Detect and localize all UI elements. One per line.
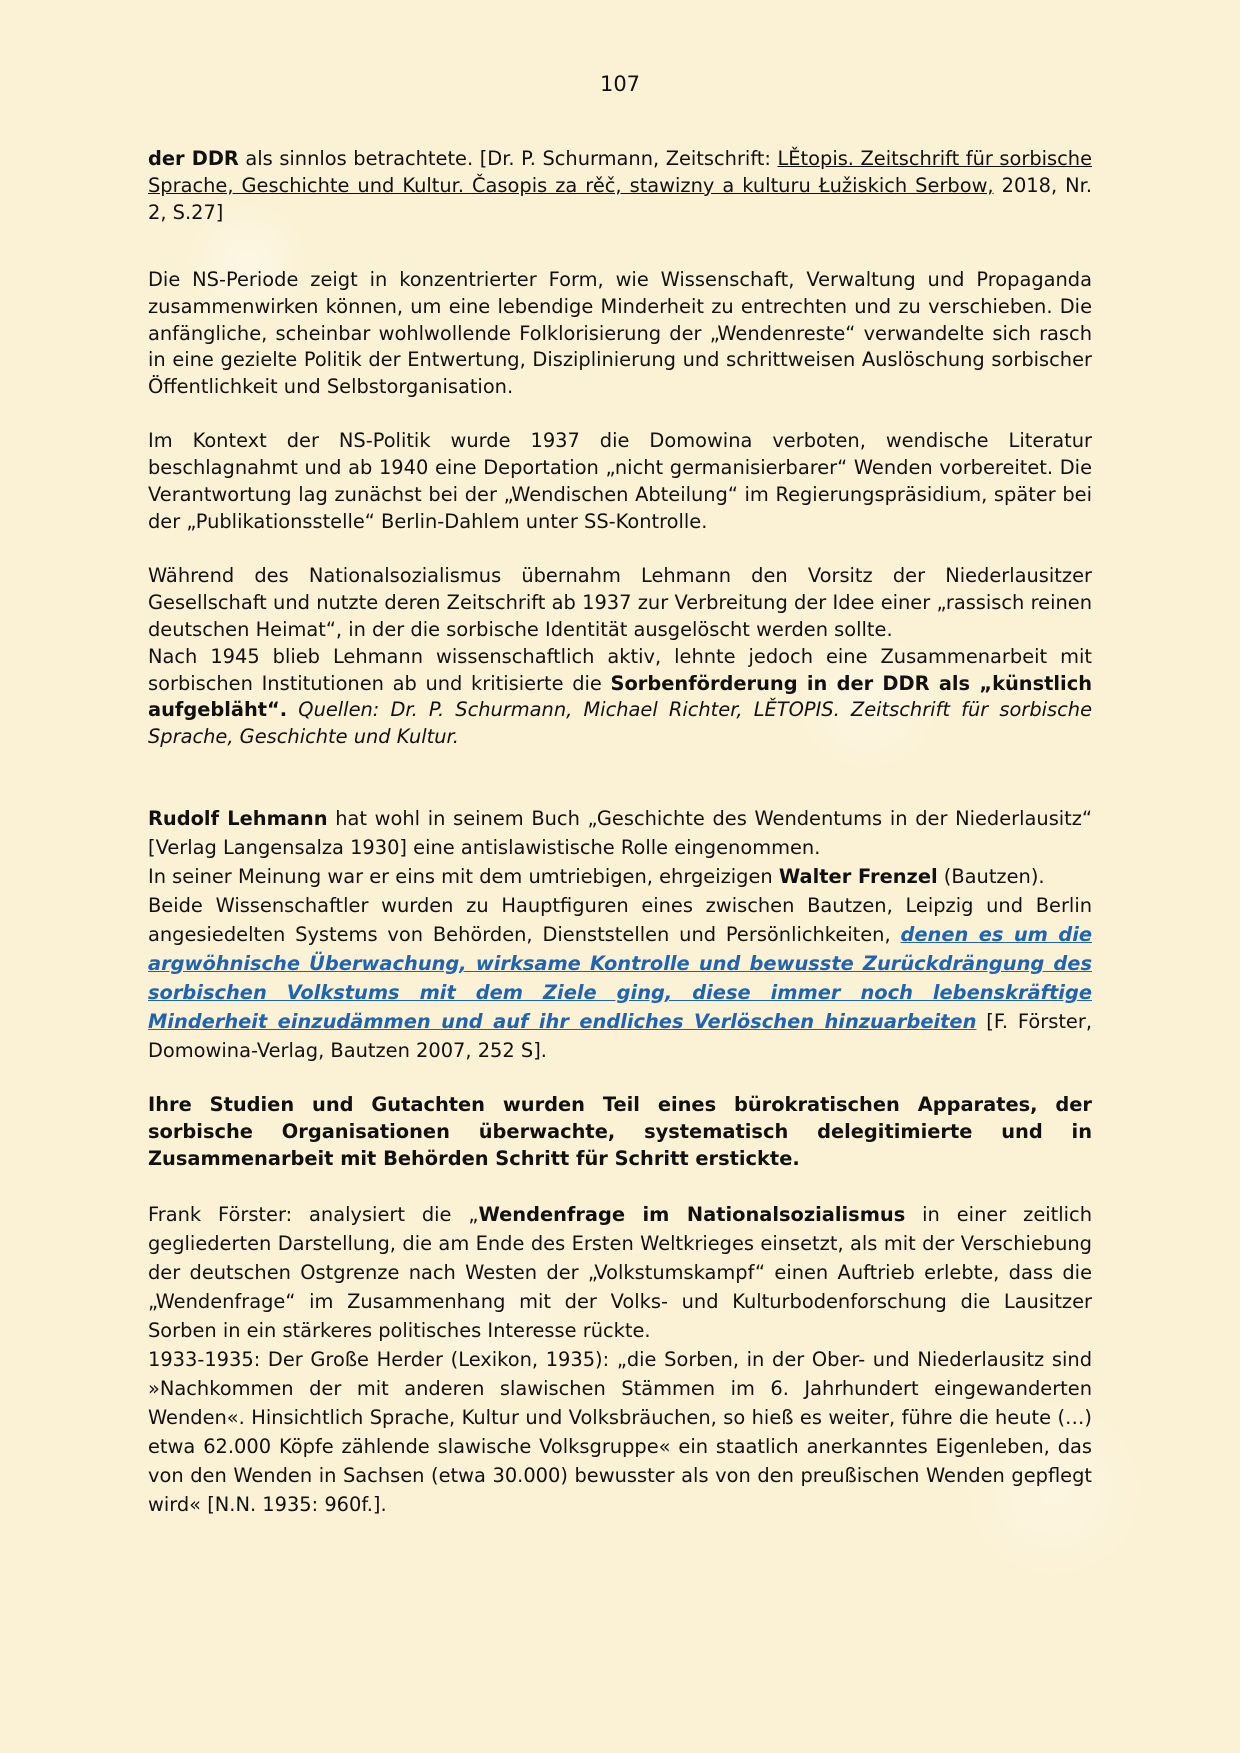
bold-rudolf-lehmann: Rudolf Lehmann xyxy=(148,807,328,831)
citation-end: 2018, Nr. 2, S.27] xyxy=(148,173,1092,224)
quote-link[interactable]: denen es um die argwöhnische Überwachung, wirksame Kontrolle und bewusste Zurückdrängung des sorbischen Volkstums mit dem Ziele ging, diese immer noch lebenskräftige Minderheit einzudämmen und auf ihr endliches Verlöschen hinzuarbeiten xyxy=(148,923,1092,1034)
bold-wendenfrage: Wendenfrage im Nationalsozialismus xyxy=(478,1202,906,1226)
paragraph-lehmann-ns: Während des Nationalsozialismus übernahm Lehmann den Vorsitz der Niederlausitzer Gesellschaft und nutzte deren Zeitschrift ab 1937 zur Verbreitung der Idee einer „rassisch reinen deutschen Heimat“, in der die sorbische Identität ausgelöscht werden sollte. xyxy=(148,563,1092,641)
page-body xyxy=(148,146,1092,1519)
paragraph-herder: 1933-1935: Der Große Herder (Lexikon, 1935): „die Sorben, in der Ober- und Niederlausitz sind »Nachkommen der mit anderen slawischen Stämmen im 6. Jahrhundert eingewanderten Wenden«. Hinsichtlich Sprache, Kultur und Volksbräuchen, so hieß es weiter, führe die heute (…) etwa 62.000 Köpfe zählende slawische Volksgruppe« ein staatlich anerkanntes Eigenleben, das von den Wenden in Sachsen (etwa 30.000) bewusster als von den preußischen Wenden gepflegt wird« [N.N. 1935: 960f.]. xyxy=(148,1347,1092,1516)
paragraph-foerster xyxy=(148,1200,1092,1345)
paragraph-lehmann-block xyxy=(148,563,1092,751)
paragraph-rudolf-lehmann xyxy=(148,804,1092,862)
paragraph-ns-period: Die NS-Periode zeigt in konzentrierter Form, wie Wissenschaft, Verwaltung und Propaganda zusammenwirken können, um eine lebendige Minderheit zu entrechten und zu verschieben. Die anfängliche, scheinbar wohlwollende Folklorisierung der „Wendenreste“ verwandelte sich rasch in eine gezielte Politik der Entwertung, Disziplinierung und schrittweisen Auslöschung sorbischer Öffentlichkeit und Selbstorganisation. xyxy=(148,267,1092,399)
bold-walter-frenzel: Walter Frenzel xyxy=(778,865,938,889)
lehmann-book-text: hat wohl in seinem Buch „Geschichte des Wendentums in der Niederlausitz“ xyxy=(327,807,1093,831)
hauptfiguren-text: Beide Wissenschaftler wurden zu Hauptfiguren eines zwischen Bautzen, Leipzig und Berlin angesiedelten Systems von Behörden, Dienststellen und Persönlichkeiten, xyxy=(148,894,1092,947)
letopis-source-link[interactable]: LĚtopis. Zeitschrift für sorbische Sprache, Geschichte und Kultur. Časopis za rěč, stawizny a kulturu Łužiskich Serbow, xyxy=(148,147,1093,197)
paragraph-frenzel xyxy=(148,862,1092,891)
lehmann-book-publisher: [Verlag Langensalza 1930] eine antislawistische Rolle eingenommen. xyxy=(148,836,821,860)
paragraph-rudolf-lehmann-block xyxy=(148,804,1092,1065)
paragraph-bold-summary: Ihre Studien und Gutachten wurden Teil eines bürokratischen Apparates, der sorbische Organisationen überwachte, systematisch delegitimierte und in Zusammenarbeit mit Behörden Schritt für Schritt erstickte. xyxy=(148,1093,1092,1171)
paragraph-citation xyxy=(148,146,1092,227)
citation-text: als sinnlos betrachtete. [Dr. P. Schurmann, Zeitschrift: xyxy=(238,147,778,170)
paragraph-lehmann-after-1945 xyxy=(148,644,1092,752)
sources-italic: Quellen: Dr. P. Schurmann, Michael Richter, LĚTOPIS. Zeitschrift für sorbische Sprache, Geschichte und Kultur. xyxy=(148,698,1092,749)
paragraph-ns-politics: Im Kontext der NS-Politik wurde 1937 die Domowina verboten, wendische Literatur beschlagnahmt und ab 1940 eine Deportation „nicht germanisierbarer“ Wenden vorbereitet. Die Verantwortung lag zunächst bei der „Wendischen Abteilung“ im Regierungspräsidium, später bei der „Publikationsstelle“ Berlin-Dahlem unter SS-Kontrolle. xyxy=(148,429,1092,533)
frenzel-place: (Bautzen). xyxy=(937,865,1045,889)
bold-ddr: der DDR xyxy=(148,147,239,170)
foerster-citation: [F. Förster, Domowina-Verlag, Bautzen 2007, 252 S]. xyxy=(148,1010,1092,1063)
foerster-intro: Frank Förster: analysiert die „ xyxy=(148,1202,479,1226)
page-number: 107 xyxy=(599,72,641,96)
bold-sorbenfoerderung: Sorbenförderung in der DDR als „künstlich aufgebläht“. xyxy=(148,671,1093,722)
foerster-text: in einer zeitlich gegliederten Darstellung, die am Ende des Ersten Weltkrieges einsetzt, als mit der Verschiebung der deutschen Ostgrenze nach Westen der „Volkstumskampf“ einen Auftrieb erlebte, dass die „Wendenfrage“ im Zusammenhang mit der Volks- und Kulturbodenforschung die Lausitzer Sorben in ein stärkeres politisches Interesse rückte. xyxy=(148,1202,1092,1342)
paragraph-foerster-block xyxy=(148,1200,1092,1519)
frenzel-text: In seiner Meinung war er eins mit dem umtriebigen, ehrgeizigen xyxy=(148,865,779,889)
paragraph-hauptfiguren xyxy=(148,891,1092,1065)
lehmann-after-text: Nach 1945 blieb Lehmann wissenschaftlich aktiv, lehnte jedoch eine Zusammenarbeit mit sorbischen Institutionen ab und kritisierte die xyxy=(148,644,1092,695)
